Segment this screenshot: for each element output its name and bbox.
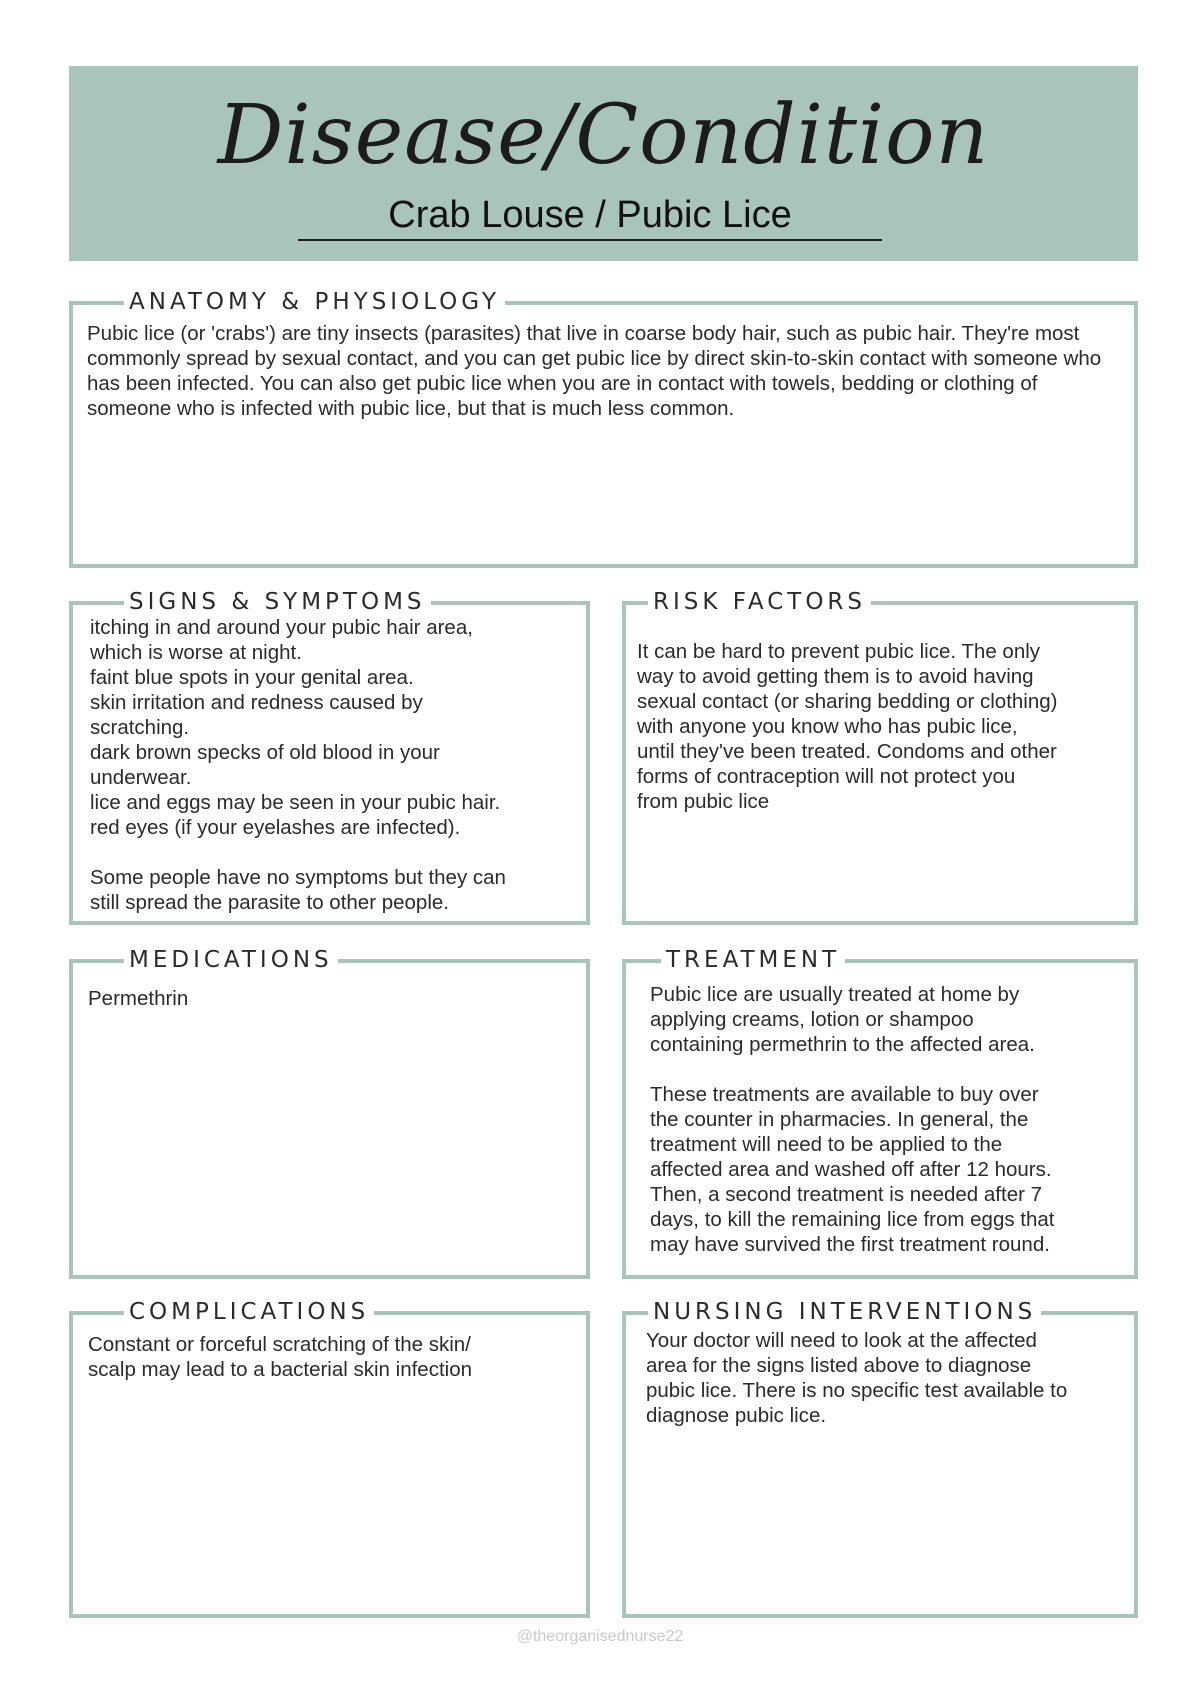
nursing-body: Your doctor will need to look at the affected area for the signs listed above to diagnose pubic lice. There is no specific test available to diagnose pubic lice. [646, 1329, 1068, 1427]
subtitle-underline [298, 191, 882, 241]
treatment-title: TREATMENT [661, 946, 845, 974]
complications-box [69, 1299, 590, 1618]
anatomy-body: Pubic lice (or 'crabs') are tiny insects (parasites) that live in coarse body hair, such as pubic hair. They're most commonly spread by sexual contact, and you can get pubic lice by direct skin-to-skin contact with someone who has been infected. You can also get pubic lice when you are in contact with towels, bedding or clothing of someone who is infected with pubic lice, but that is much less common. [87, 322, 1102, 420]
medications-box [69, 947, 590, 1279]
risk-body: It can be hard to prevent pubic lice. The only way to avoid getting them is to avoid having sexual contact (or sharing bedding or clothing) with anyone you know who has pubic lice, until they've been treated. Condoms and other forms of contraception will not protect you from pubic lice [637, 640, 1058, 813]
complications-body: Constant or forceful scratching of the skin/ scalp may lead to a bacterial skin infection [88, 1333, 473, 1381]
condition-name: Crab Louse / Pubic Lice [388, 194, 792, 236]
treatment-box [622, 947, 1138, 1279]
anatomy-box [69, 289, 1138, 568]
medications-title: MEDICATIONS [124, 946, 338, 974]
header-banner [69, 66, 1138, 261]
signs-title: SIGNS & SYMPTOMS [124, 588, 431, 616]
signs-box [69, 589, 590, 925]
signs-body: itching in and around your pubic hair area, which is worse at night. faint blue spots in your genital area. skin irritation and redness caused by scratching. dark brown specks of old blood in your underwear. lice and eggs may be seen in your pubic hair. red eyes (if your eyelashes are infected). Some people have no symptoms but they can still spread the parasite to other people. [90, 616, 506, 914]
medications-body: Permethrin [88, 987, 189, 1010]
risk-title: RISK FACTORS [648, 588, 871, 616]
nursing-box [622, 1299, 1138, 1618]
treatment-body: Pubic lice are usually treated at home by applying creams, lotion or shampoo containing permethrin to the affected area. These treatments are available to buy over the counter in pharmacies. In general, the treatment will need to be applied to the affected area and washed off after 12 hours. Then, a second treatment is needed after 7 days, to kill the remaining lice from eggs that may have survived the first treatment round. [650, 983, 1055, 1256]
complications-title: COMPLICATIONS [124, 1298, 374, 1326]
anatomy-title: ANATOMY & PHYSIOLOGY [124, 288, 505, 316]
risk-box [622, 589, 1138, 925]
footer-handle: @theorganisednurse22 [516, 1628, 684, 1645]
page-title: Disease/Condition [217, 88, 990, 183]
nursing-title: NURSING INTERVENTIONS [648, 1298, 1041, 1326]
